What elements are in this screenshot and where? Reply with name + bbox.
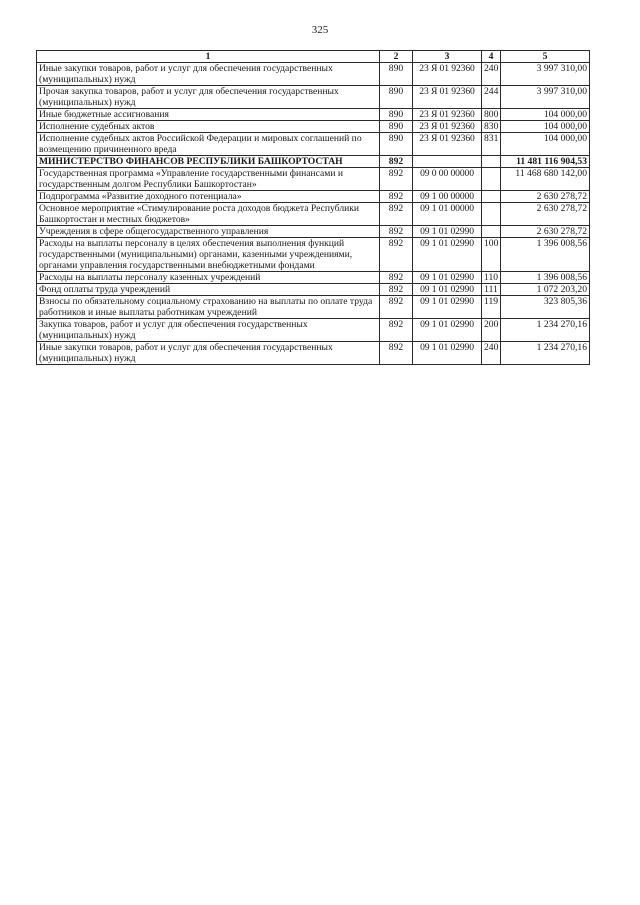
row-csr-cell: 23 Я 01 92360 [413,121,482,133]
row-sum-cell: 104 000,00 [501,133,590,156]
row-sum-cell: 104 000,00 [501,121,590,133]
header-col-3: 3 [413,51,482,63]
row-vr-cell: 119 [482,296,501,319]
table-row [37,109,590,121]
header-col-5: 5 [501,51,590,63]
row-sum-cell: 1 396 008,56 [501,238,590,272]
row-name-cell: Исполнение судебных актов [37,121,380,133]
row-name-cell: Фонд оплаты труда учреждений [37,284,380,296]
row-vr-cell: 244 [482,86,501,109]
row-grbs-cell: 892 [380,272,413,284]
row-vr-cell [482,168,501,191]
row-sum-cell: 11 468 680 142,00 [501,168,590,191]
row-sum-cell: 1 234 270,16 [501,342,590,365]
row-vr-cell: 800 [482,109,501,121]
row-name-cell: Расходы на выплаты персоналу в целях обеспечения выполнения функций государственными (муниципальными) органами, казенными учреждениями, органами управления государственными внебюджетными фондами [37,238,380,272]
row-csr-cell [413,156,482,168]
budget-table [36,50,590,365]
row-grbs-cell: 892 [380,203,413,226]
row-sum-cell: 1 396 008,56 [501,272,590,284]
row-grbs-cell: 890 [380,133,413,156]
table-row [37,284,590,296]
row-grbs-cell: 892 [380,342,413,365]
row-csr-cell: 23 Я 01 92360 [413,109,482,121]
row-name-cell: Закупка товаров, работ и услуг для обеспечения государственных (муниципальных) нужд [37,319,380,342]
row-vr-cell [482,203,501,226]
row-grbs-cell: 892 [380,168,413,191]
row-vr-cell: 830 [482,121,501,133]
row-vr-cell: 831 [482,133,501,156]
row-vr-cell: 110 [482,272,501,284]
row-grbs-cell: 892 [380,191,413,203]
header-col-4: 4 [482,51,501,63]
table-row [37,191,590,203]
row-sum-cell: 2 630 278,72 [501,203,590,226]
row-sum-cell: 2 630 278,72 [501,226,590,238]
row-name-cell: Иные закупки товаров, работ и услуг для обеспечения государственных (муниципальных) нужд [37,63,380,86]
row-sum-cell: 3 997 310,00 [501,86,590,109]
row-vr-cell: 100 [482,238,501,272]
row-csr-cell: 23 Я 01 92360 [413,63,482,86]
table-row [37,63,590,86]
row-grbs-cell: 890 [380,86,413,109]
table-row [37,342,590,365]
row-csr-cell: 09 0 00 00000 [413,168,482,191]
row-grbs-cell: 890 [380,63,413,86]
row-csr-cell: 09 1 01 02990 [413,272,482,284]
row-name-cell: Расходы на выплаты персоналу казенных учреждений [37,272,380,284]
header-col-2: 2 [380,51,413,63]
table-row [37,319,590,342]
row-grbs-cell: 892 [380,319,413,342]
row-name-cell: Учреждения в сфере общегосударственного управления [37,226,380,238]
row-name-cell: Взносы по обязательному социальному страхованию на выплаты по оплате труда работников и иные выплаты работникам учреждений [37,296,380,319]
row-vr-cell: 240 [482,342,501,365]
row-name-cell: Государственная программа «Управление государственными финансами и государственным долгом Республики Башкортостан» [37,168,380,191]
header-col-1: 1 [37,51,380,63]
row-name-cell: Прочая закупка товаров, работ и услуг для обеспечения государственных (муниципальных) нужд [37,86,380,109]
row-grbs-cell: 890 [380,121,413,133]
table-row [37,121,590,133]
row-name-cell: Иные бюджетные ассигнования [37,109,380,121]
table-row [37,272,590,284]
row-csr-cell: 09 1 01 02990 [413,284,482,296]
row-sum-cell: 11 481 116 904,53 [501,156,590,168]
row-sum-cell: 1 072 203,20 [501,284,590,296]
table-body [37,63,590,365]
row-csr-cell: 09 1 01 00000 [413,203,482,226]
row-csr-cell: 09 1 01 02990 [413,226,482,238]
row-grbs-cell: 892 [380,296,413,319]
page-number: 325 [311,24,329,36]
row-grbs-cell: 892 [380,284,413,296]
row-grbs-cell: 892 [380,156,413,168]
table-row [37,156,590,168]
row-vr-cell [482,191,501,203]
row-grbs-cell: 892 [380,238,413,272]
row-sum-cell: 2 630 278,72 [501,191,590,203]
row-grbs-cell: 892 [380,226,413,238]
row-name-cell: Основное мероприятие «Стимулирование роста доходов бюджета Республики Башкортостан и местных бюджетов» [37,203,380,226]
row-csr-cell: 09 1 01 02990 [413,238,482,272]
row-sum-cell: 1 234 270,16 [501,319,590,342]
row-vr-cell [482,226,501,238]
table-row [37,296,590,319]
row-name-cell: Подпрограмма «Развитие доходного потенциала» [37,191,380,203]
row-vr-cell: 111 [482,284,501,296]
row-sum-cell: 104 000,00 [501,109,590,121]
row-vr-cell [482,156,501,168]
row-csr-cell: 09 1 00 00000 [413,191,482,203]
row-csr-cell: 23 Я 01 92360 [413,86,482,109]
row-vr-cell: 240 [482,63,501,86]
table-row [37,238,590,272]
row-name-cell: Исполнение судебных актов Российской Федерации и мировых соглашений по возмещению причиненного вреда [37,133,380,156]
row-grbs-cell: 890 [380,109,413,121]
table-row [37,133,590,156]
table-row [37,226,590,238]
row-csr-cell: 23 Я 01 92360 [413,133,482,156]
table-row [37,86,590,109]
row-sum-cell: 3 997 310,00 [501,63,590,86]
row-csr-cell: 09 1 01 02990 [413,342,482,365]
table-row [37,168,590,191]
table-row [37,203,590,226]
row-name-cell: Иные закупки товаров, работ и услуг для обеспечения государственных (муниципальных) нужд [37,342,380,365]
row-csr-cell: 09 1 01 02990 [413,319,482,342]
row-name-cell: МИНИСТЕРСТВО ФИНАНСОВ РЕСПУБЛИКИ БАШКОРТОСТАН [37,156,380,168]
row-sum-cell: 323 805,36 [501,296,590,319]
row-vr-cell: 200 [482,319,501,342]
row-csr-cell: 09 1 01 02990 [413,296,482,319]
header-row [37,51,590,63]
